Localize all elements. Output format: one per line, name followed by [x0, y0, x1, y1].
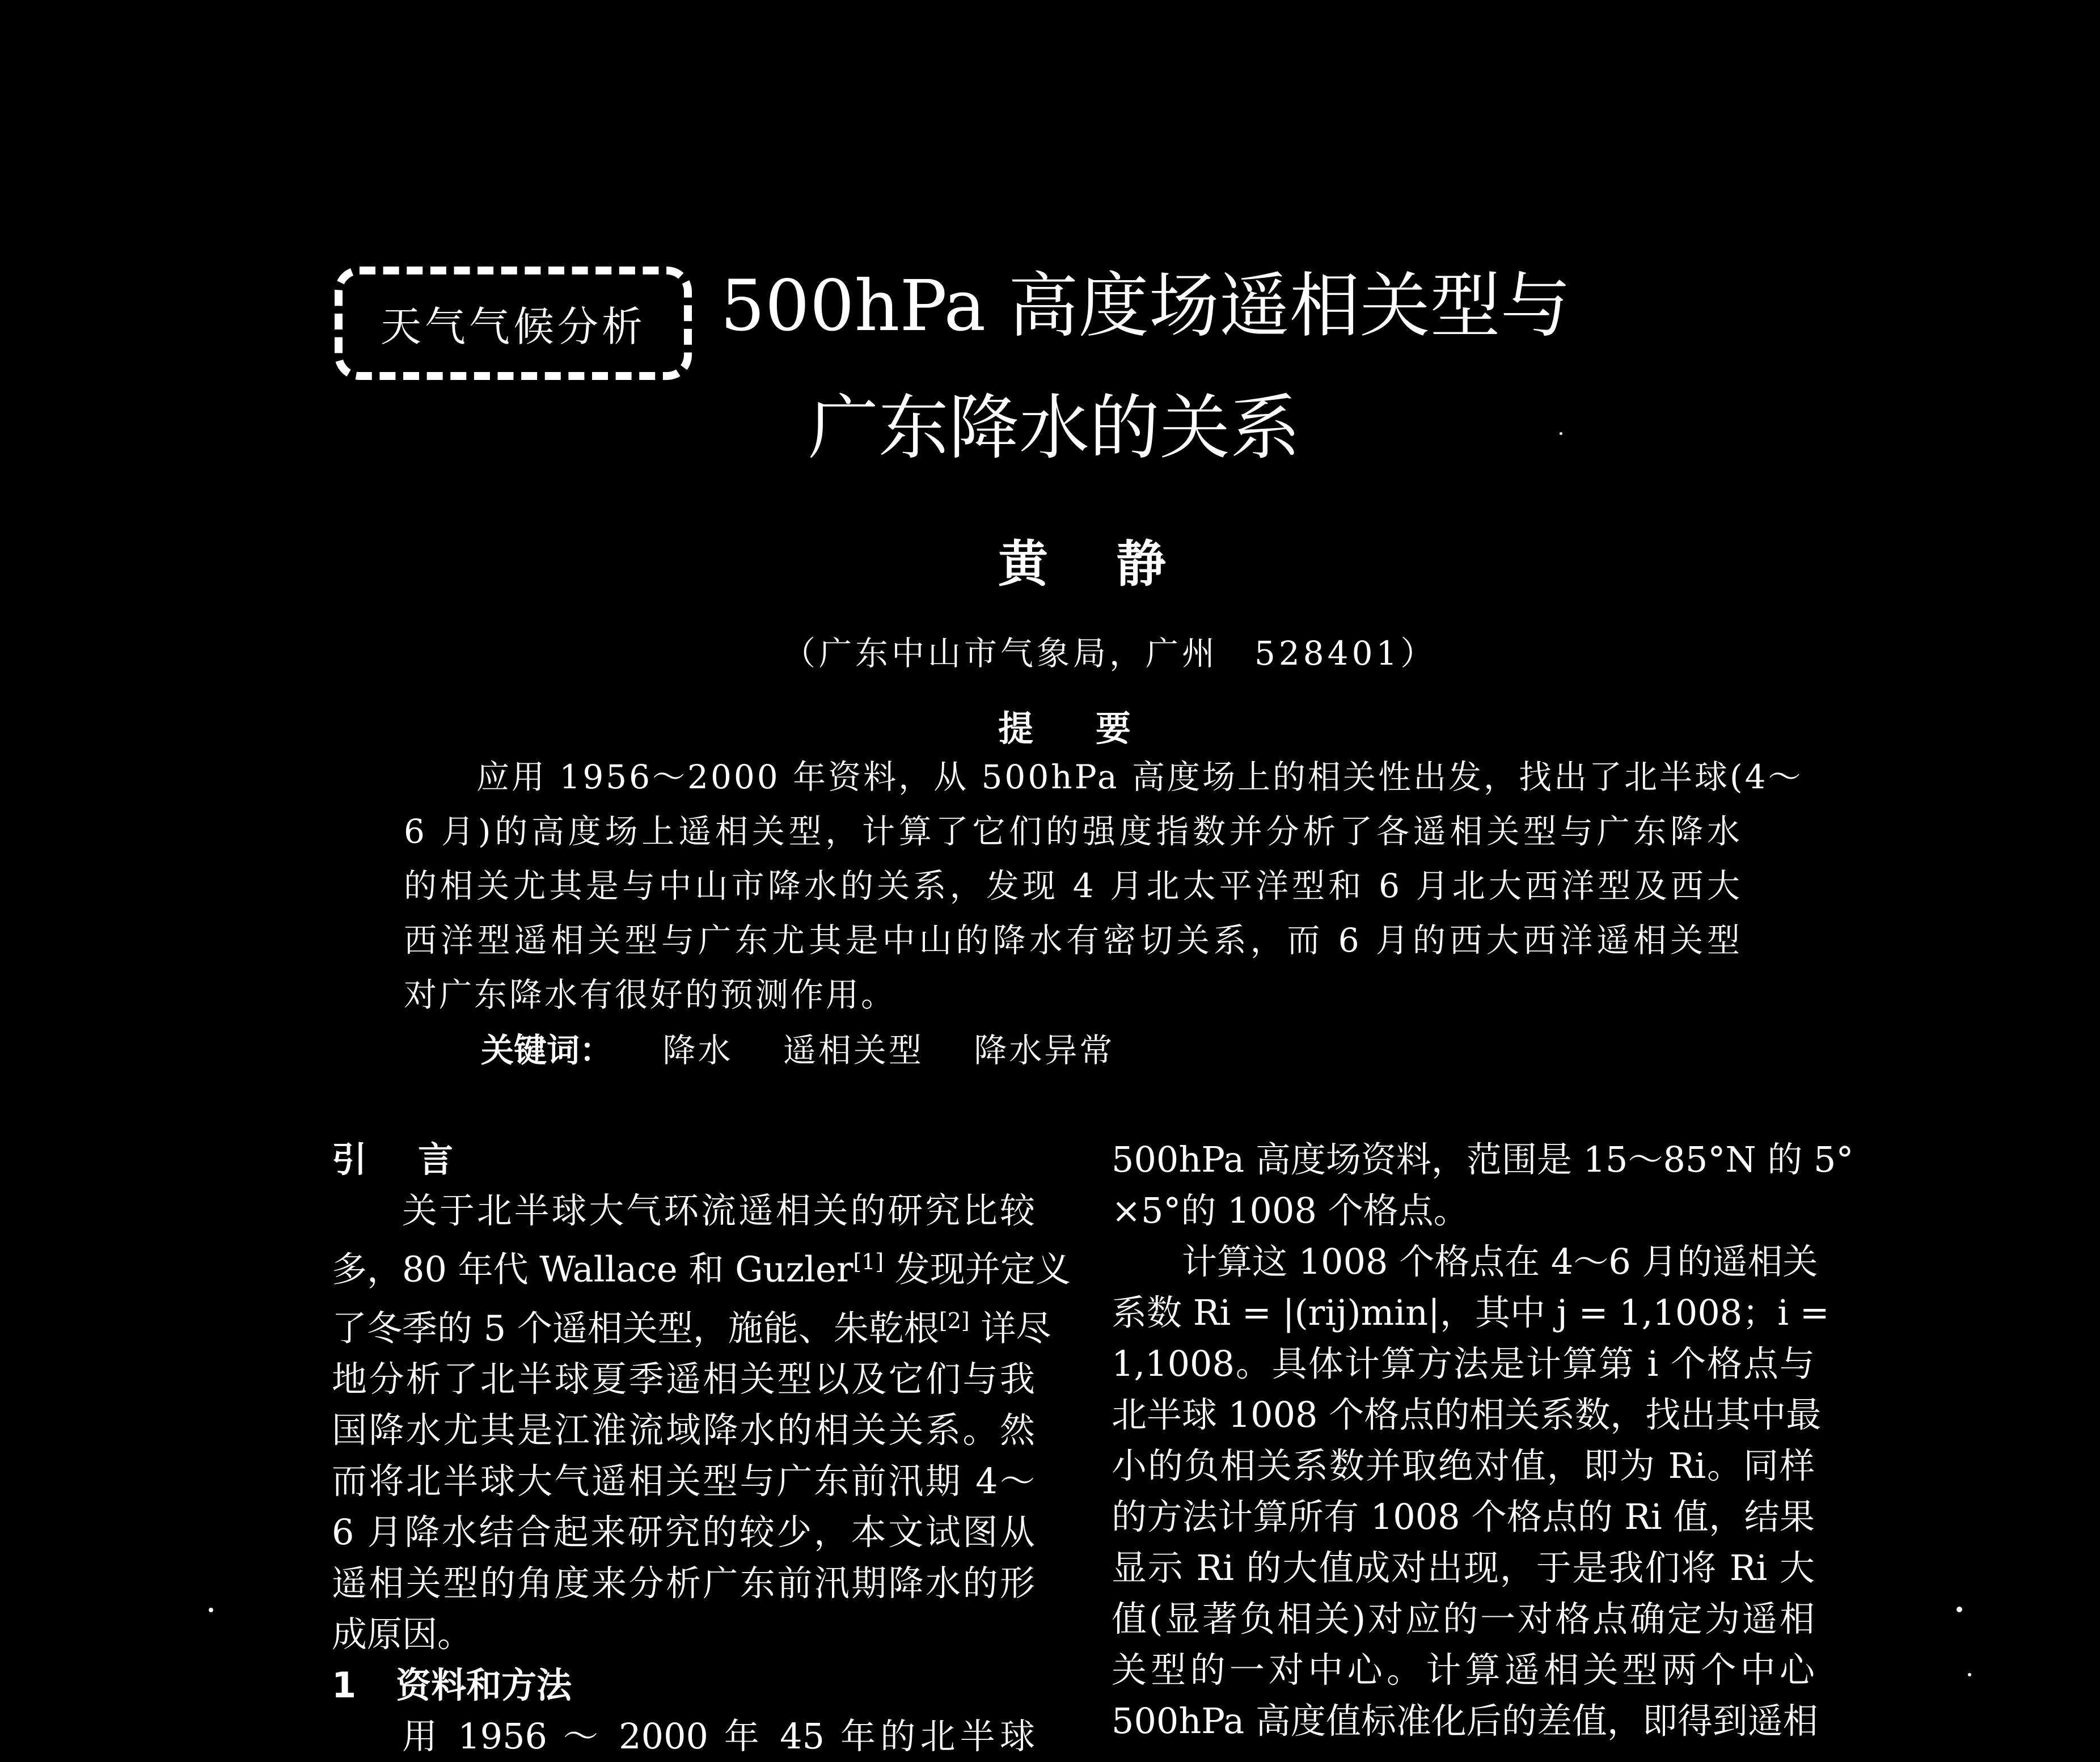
abstract-line: 的相关尤其是与中山市降水的关系，发现 4 月北太平洋型和 6 月北大西洋型及西大 — [404, 867, 1742, 905]
body-line: 小的负相关系数并取绝对值，即为 Ri。同样 — [1112, 1445, 1815, 1486]
body-line: 计算这 1008 个格点在 4～6 月的遥相关 — [1182, 1241, 1818, 1282]
column-tag: 天气气候分析 — [380, 303, 646, 350]
body-line: 用 1956 ～ 2000 年 45 年的北半球 — [402, 1715, 1035, 1757]
body-line: 关于北半球大气环流遥相关的研究比较 — [402, 1190, 1035, 1231]
abstract-line: 6 月)的高度场上遥相关型，计算了它们的强度指数并分析了各遥相关型与广东降水 — [404, 812, 1742, 851]
body-line: 值(显著负相关)对应的一对格点确定为遥相 — [1112, 1598, 1815, 1640]
body-line: 500hPa 高度值标准化后的差值，即得到遥相 — [1112, 1700, 1818, 1742]
body-line-text: 多，80 年代 Wallace 和 Guzler — [332, 1248, 853, 1290]
body-line-text: 了冬季的 5 个遥相关型，施能、朱乾根 — [332, 1307, 939, 1349]
body-line: 国降水尤其是江淮流域降水的相关关系。然 — [332, 1409, 1035, 1451]
keywords-label: 关键词： — [481, 1031, 613, 1070]
citation-ref[interactable]: [1] — [853, 1249, 884, 1274]
scan-speck — [1560, 432, 1562, 435]
title-line-1: 500hPa 高度场遥相关型与 — [720, 265, 1571, 347]
body-line: 成原因。 — [332, 1613, 473, 1655]
affiliation: （广东中山市气象局，广州 528401） — [783, 634, 1437, 673]
body-line: ×5°的 1008 个格点。 — [1112, 1190, 1469, 1231]
scan-speck — [1957, 1607, 1962, 1612]
body-line: 关型的一对中心。计算遥相关型两个中心 — [1112, 1649, 1815, 1691]
body-line: 北半球 1008 个格点的相关系数，找出其中最 — [1112, 1394, 1822, 1435]
keyword: 降水异常 — [974, 1031, 1115, 1070]
abstract-heading: 提要 — [998, 708, 1194, 749]
citation-ref[interactable]: [2] — [939, 1308, 970, 1333]
body-line: 遥相关型的角度来分析广东前汛期降水的形 — [332, 1562, 1035, 1604]
body-line: 500hPa 高度场资料，范围是 15～85°N 的 5° — [1112, 1139, 1854, 1180]
body-line: 1,1008。具体计算方法是计算第 i 个格点与 — [1112, 1343, 1815, 1384]
author: 黄静 — [998, 534, 1235, 593]
body-line: 的方法计算所有 1008 个格点的 Ri 值，结果 — [1112, 1496, 1815, 1537]
keywords — [481, 1024, 1154, 1071]
body-left-column — [332, 1134, 1071, 1762]
body-line: 6 月降水结合起来研究的较少，本文试图从 — [332, 1511, 1035, 1553]
body-line — [332, 1295, 1051, 1354]
body-line: 系数 Ri = |(rij)min|，其中 j = 1,1008；i = — [1112, 1292, 1829, 1333]
section-number: 1 — [332, 1664, 357, 1706]
keyword: 遥相关型 — [783, 1031, 924, 1070]
section-1-heading — [332, 1660, 1035, 1711]
scan-speck — [1968, 1673, 1971, 1676]
title-line-2: 广东降水的关系 — [808, 387, 1301, 469]
body-line: 而将北半球大气遥相关型与广东前汛期 4～ — [332, 1460, 1035, 1502]
abstract-line: 应用 1956～2000 年资料，从 500hPa 高度场上的相关性出发，找出了北半球(4～ — [476, 758, 1803, 796]
keyword: 降水 — [662, 1031, 733, 1070]
intro-heading: 引言 — [332, 1139, 505, 1180]
body-right-column — [1112, 1134, 1854, 1747]
abstract-line: 西洋型遥相关型与广东尤其是中山的降水有密切关系，而 6 月的西大西洋遥相关型 — [404, 921, 1742, 960]
body-line: 地分析了北半球夏季遥相关型以及它们与我 — [332, 1358, 1035, 1400]
body-line-text: 详尽 — [981, 1307, 1051, 1349]
scan-speck — [209, 1608, 213, 1612]
body-line: 显示 Ri 的大值成对出现，于是我们将 Ri 大 — [1112, 1547, 1815, 1588]
abstract — [404, 750, 1803, 1022]
body-line-text: 发现并定义 — [894, 1248, 1071, 1290]
section-title: 资料和方法 — [396, 1664, 572, 1706]
body-line — [332, 1236, 1071, 1295]
abstract-line: 对广东降水有很好的预测作用。 — [404, 975, 897, 1014]
